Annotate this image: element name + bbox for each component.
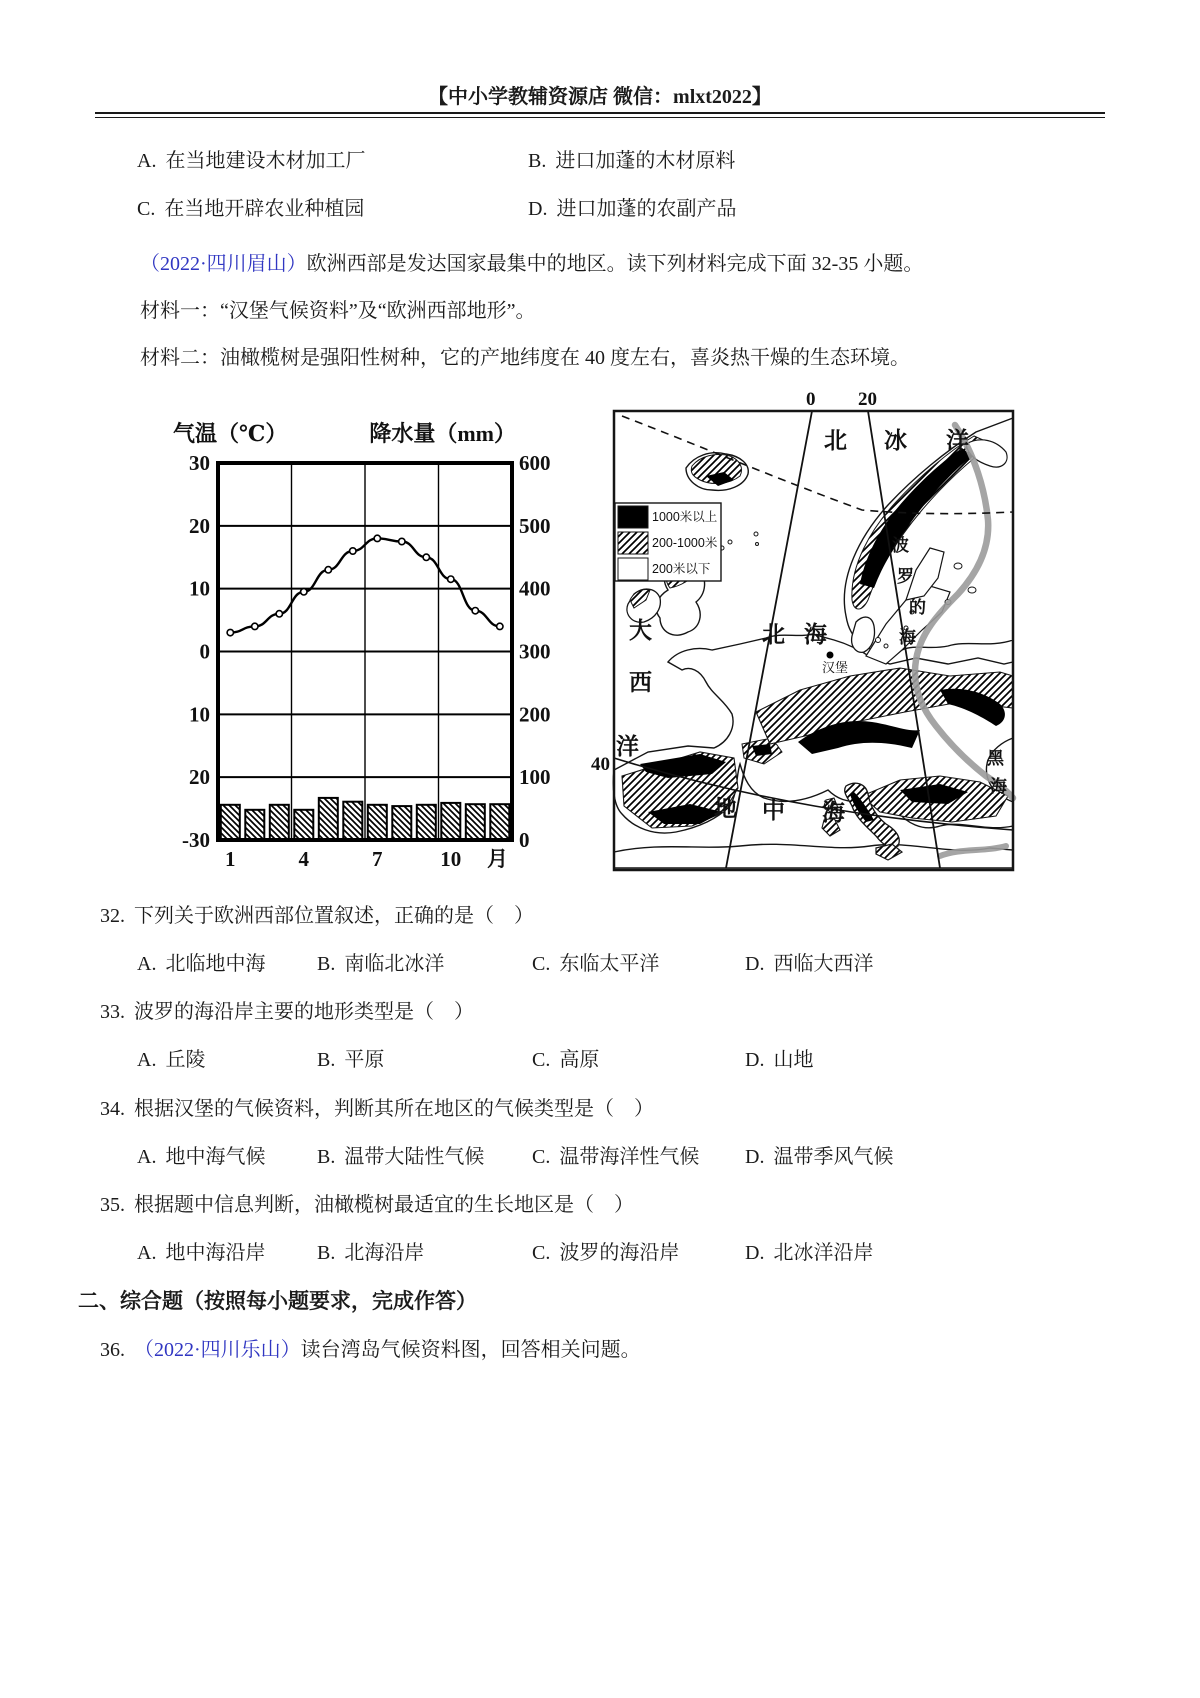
temperature-point — [350, 548, 356, 554]
option-label: B. — [317, 1146, 336, 1168]
option-text: 温带大陆性气候 — [344, 1146, 485, 1168]
option-D — [745, 951, 873, 977]
precip-tick-label: 400 — [519, 576, 551, 601]
source-tag: （2022·四川眉山） — [140, 253, 307, 275]
temp-tick-label: 10 — [189, 576, 210, 601]
temp-tick-label: 30 — [189, 451, 210, 475]
baltic-island — [884, 644, 888, 648]
option-label: C. — [532, 1146, 551, 1168]
question-stem: 下列关于欧洲西部位置叙述，正确的是（ ） — [134, 905, 534, 927]
material-2: 材料二：油橄榄树是强阳性树种，它的产地纬度在 40 度左右，喜炎热干燥的生态环境。 — [140, 347, 910, 369]
precip-tick-label: 500 — [519, 513, 551, 538]
option-text: 温带季风气候 — [773, 1146, 894, 1168]
option-C — [137, 196, 364, 222]
option-text: 温带海洋性气候 — [559, 1146, 700, 1168]
question-number: 34. — [100, 1098, 125, 1120]
temperature-point — [472, 608, 478, 614]
sea-label-char: 北 — [762, 622, 786, 647]
option-label: B. — [528, 150, 547, 172]
option-row — [0, 1240, 1200, 1266]
option-text: 地中海沿岸 — [165, 1242, 266, 1264]
sea-label-char: 海 — [804, 622, 828, 647]
legend-swatch-black — [618, 506, 648, 528]
sea-label-char: 洋 — [616, 734, 640, 759]
question-text: 读台湾岛气候资料图，回答相关问题。 — [300, 1339, 641, 1361]
finland-lake — [968, 587, 976, 593]
option-B — [317, 1144, 484, 1170]
finland-lake — [954, 563, 962, 569]
precip-axis-title: 降水量（mm） — [369, 421, 516, 446]
month-tick-label: 4 — [298, 847, 310, 871]
option-C — [532, 1047, 599, 1073]
option-text: 波罗的海沿岸 — [559, 1242, 680, 1264]
temp-axis-title: 气温（℃） — [173, 421, 288, 446]
option-A — [137, 1240, 265, 1266]
precip-bar — [368, 805, 387, 840]
mediterranean-label — [714, 795, 846, 825]
material-1: 材料一：“汉堡气候资料”及“欧洲西部地形”。 — [140, 300, 536, 322]
option-label: C. — [532, 1242, 551, 1264]
baltic-island — [876, 638, 881, 643]
option-label: B. — [317, 953, 336, 975]
meridian-20-label: 20 — [858, 389, 877, 410]
hamburg-city-label: 汉堡 — [822, 660, 849, 675]
option-label: C. — [532, 1049, 551, 1071]
precip-bar — [270, 805, 289, 840]
option-text: 北临地中海 — [165, 953, 266, 975]
temperature-point — [227, 629, 233, 635]
option-D — [528, 196, 736, 222]
question-number: 32. — [100, 905, 125, 927]
option-text: 平原 — [344, 1049, 385, 1071]
question-number: 33. — [100, 1001, 125, 1023]
temperature-point — [374, 535, 380, 541]
passage-intro — [140, 251, 923, 277]
option-label: D. — [745, 1242, 765, 1264]
intro-text: 欧洲西部是发达国家最集中的地区。读下列材料完成下面 32-35 小题。 — [306, 253, 924, 275]
option-text: 进口加蓬的木材原料 — [555, 150, 736, 172]
option-text: 北冰洋沿岸 — [773, 1242, 874, 1264]
question-32 — [100, 903, 534, 929]
sea-label-char: 罗 — [897, 567, 914, 586]
legend-label: 1000米以上 — [652, 510, 718, 524]
precip-bar — [417, 805, 436, 840]
section-2-title: 二、综合题（按照每小题要求，完成作答） — [78, 1289, 477, 1313]
option-text: 进口加蓬的农副产品 — [556, 198, 737, 220]
question-stem: 根据汉堡的气候资料，判断其所在地区的气候类型是（ ） — [134, 1098, 654, 1120]
option-text: 地中海气候 — [165, 1146, 266, 1168]
legend-label: 200-1000米 — [652, 536, 718, 550]
question-stem: 波罗的海沿岸主要的地形类型是（ ） — [134, 1001, 474, 1023]
option-label: D. — [745, 1049, 765, 1071]
sea-label-char: 中 — [762, 798, 786, 823]
question-36 — [100, 1337, 641, 1363]
meridian-0-label: 0 — [806, 389, 816, 410]
precip-bar — [294, 810, 313, 840]
question-number: 35. — [100, 1194, 125, 1216]
precip-bar — [490, 804, 509, 840]
option-label: C. — [137, 198, 156, 220]
sea-label-char: 海 — [899, 628, 916, 647]
option-row — [0, 148, 1200, 174]
europe-terrain-map — [575, 388, 1025, 880]
question-34 — [100, 1096, 654, 1122]
legend-swatch-hatch — [618, 532, 648, 554]
question-33 — [100, 999, 474, 1025]
temp-tick-label: 0 — [199, 639, 210, 664]
sea-label-char: 海 — [990, 777, 1007, 796]
temperature-point — [252, 623, 258, 629]
sea-label-char: 波 — [892, 536, 909, 555]
month-tick-label: 10 — [440, 847, 462, 871]
hamburg-city-dot — [827, 652, 834, 659]
option-label: A. — [137, 150, 157, 172]
option-label: A. — [137, 1146, 157, 1168]
option-B — [528, 148, 735, 174]
option-text: 南临北冰洋 — [344, 953, 445, 975]
header-rule — [95, 112, 1105, 118]
option-C — [532, 1144, 699, 1170]
option-A — [137, 1144, 265, 1170]
month-unit-label: 月 — [487, 847, 508, 871]
sea-label-char: 地 — [714, 796, 738, 821]
option-label: B. — [317, 1049, 336, 1071]
temp-tick-label: 20 — [189, 513, 210, 538]
precip-bar — [221, 805, 240, 840]
option-row — [0, 196, 1200, 222]
precip-bar — [466, 804, 485, 840]
temperature-point — [276, 611, 282, 617]
option-D — [745, 1047, 813, 1073]
option-B — [317, 1240, 424, 1266]
precip-bar — [319, 798, 338, 840]
option-B — [317, 1047, 384, 1073]
precip-tick-label: 200 — [519, 702, 551, 727]
precip-tick-label: 600 — [519, 451, 551, 475]
precip-bar — [343, 802, 362, 840]
option-D — [745, 1144, 893, 1170]
option-text: 北海沿岸 — [344, 1242, 425, 1264]
option-label: D. — [528, 198, 548, 220]
option-C — [532, 1240, 679, 1266]
option-C — [532, 951, 659, 977]
option-text: 在当地建设木材加工厂 — [165, 150, 366, 172]
option-B — [317, 951, 444, 977]
temperature-point — [423, 554, 429, 560]
precip-bar — [392, 806, 411, 840]
temperature-point — [399, 538, 405, 544]
option-text: 在当地开辟农业种植园 — [164, 198, 365, 220]
faroe-island — [756, 543, 759, 546]
temp-tick-label: 20 — [189, 765, 210, 790]
option-text: 丘陵 — [165, 1049, 206, 1071]
header-store-label: 【中小学教辅资源店 微信：mlxt2022】 — [428, 86, 772, 108]
option-A — [137, 951, 265, 977]
option-label: D. — [745, 953, 765, 975]
month-tick-label: 1 — [225, 847, 236, 871]
climograph-chart — [150, 383, 570, 883]
precip-tick-label: 0 — [519, 828, 530, 852]
option-label: A. — [137, 1242, 157, 1264]
option-A — [137, 1047, 205, 1073]
option-row — [0, 1144, 1200, 1170]
option-D — [745, 1240, 873, 1266]
question-number: 36. — [100, 1339, 125, 1361]
option-text: 西临大西洋 — [773, 953, 874, 975]
precip-tick-label: 100 — [519, 765, 551, 790]
shetland-island — [728, 540, 732, 544]
option-text: 高原 — [559, 1049, 600, 1071]
option-label: D. — [745, 1146, 765, 1168]
sea-label-char: 北 — [824, 428, 848, 453]
temperature-point — [448, 576, 454, 582]
question-35 — [100, 1192, 634, 1218]
sea-label-char: 冰 — [884, 428, 908, 453]
temp-tick-label: -30 — [182, 828, 210, 852]
option-row — [0, 951, 1200, 977]
option-label: B. — [317, 1242, 336, 1264]
map-legend — [615, 503, 721, 581]
faroe-island — [754, 532, 758, 536]
option-label: A. — [137, 1049, 157, 1071]
precip-bar — [441, 803, 460, 840]
option-text: 东临太平洋 — [559, 953, 660, 975]
temp-tick-label: 10 — [189, 702, 210, 727]
temperature-point — [301, 589, 307, 595]
precip-tick-label: 300 — [519, 639, 551, 664]
arctic-ocean-label — [824, 427, 970, 453]
sea-label-char: 西 — [629, 670, 653, 695]
temperature-point — [497, 623, 503, 629]
precip-bar — [245, 810, 264, 840]
option-A — [137, 148, 365, 174]
question-stem: 根据题中信息判断，油橄榄树最适宜的生长地区是（ ） — [134, 1194, 634, 1216]
option-text: 山地 — [773, 1049, 814, 1071]
source-tag: （2022·四川乐山） — [134, 1339, 301, 1361]
month-tick-label: 7 — [372, 847, 383, 871]
option-row — [0, 1047, 1200, 1073]
option-label: C. — [532, 953, 551, 975]
parallel-40-label: 40 — [591, 754, 610, 775]
sea-label-char: 海 — [822, 800, 846, 825]
sea-label-char: 洋 — [946, 428, 970, 453]
option-label: A. — [137, 953, 157, 975]
sea-label-char: 的 — [909, 598, 926, 617]
legend-label: 200米以下 — [652, 562, 711, 576]
legend-swatch-white — [618, 558, 648, 580]
sea-label-char: 黑 — [987, 749, 1004, 768]
sea-label-char: 大 — [629, 618, 653, 643]
temperature-point — [325, 567, 331, 573]
